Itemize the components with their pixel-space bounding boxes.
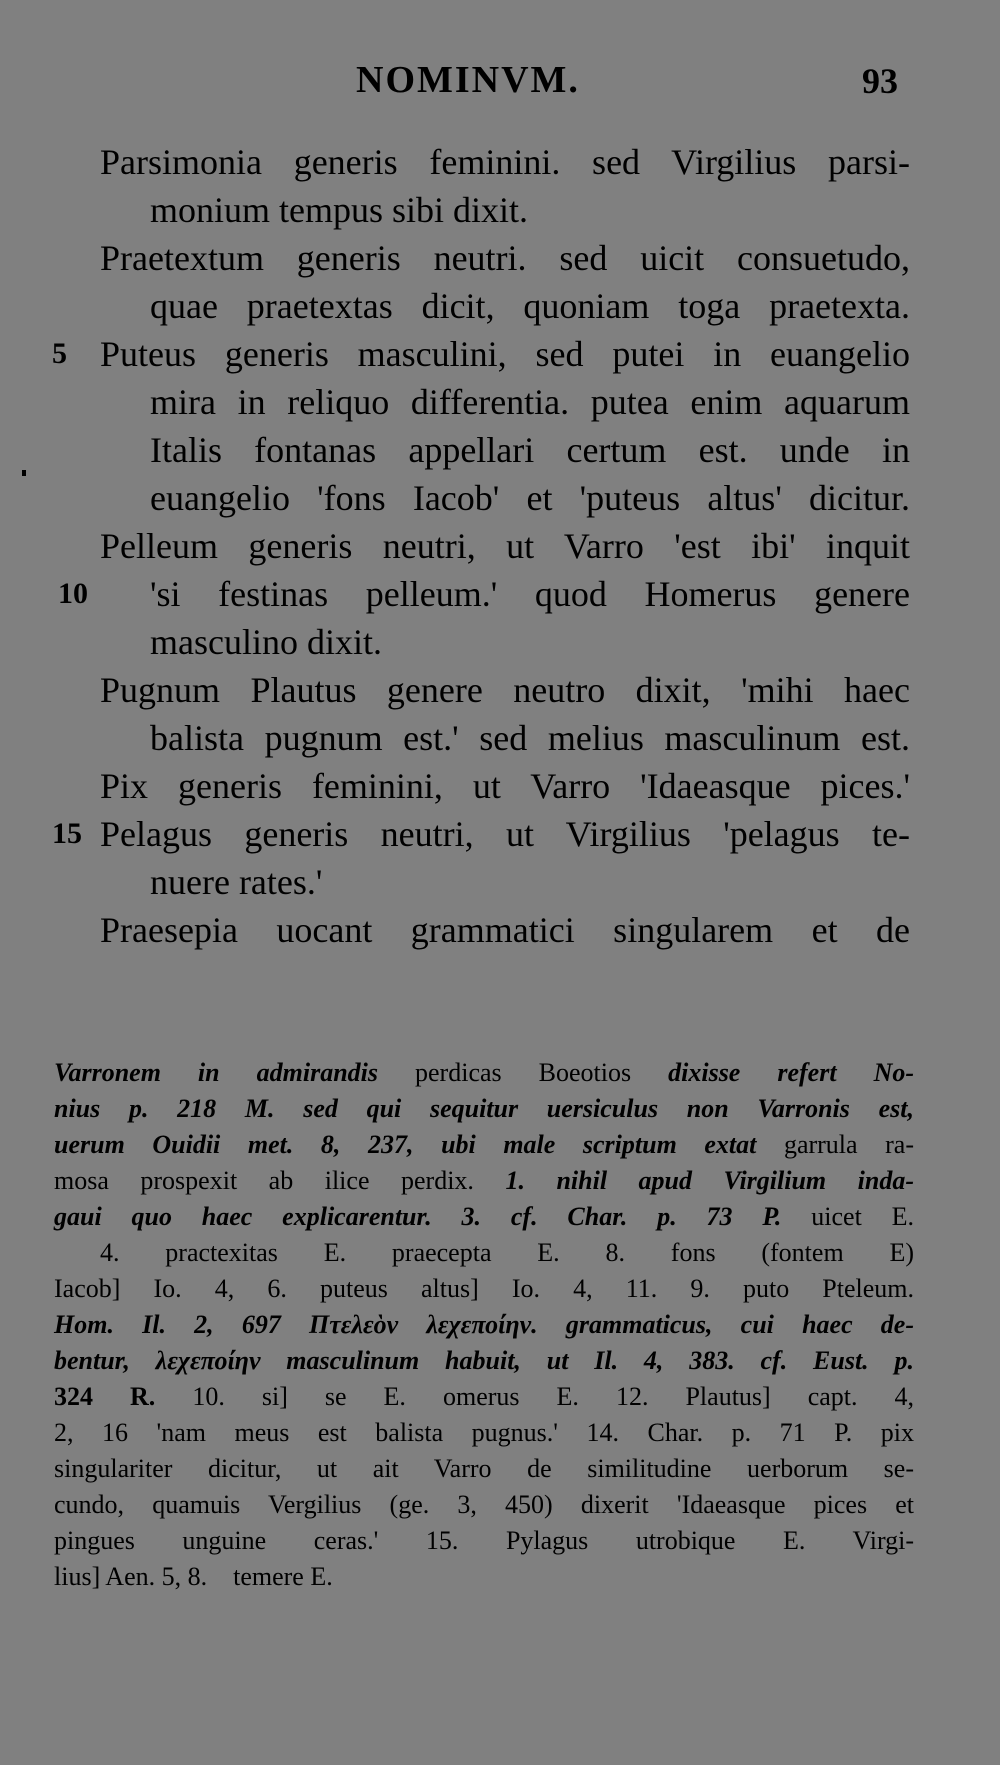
note-roman: praecepta E.: [391, 1238, 560, 1267]
note-roman: 2, 16 'nam meus est balista pugnus.': [54, 1418, 558, 1447]
note-roman: 10. si] se E.: [192, 1382, 406, 1411]
note-roman: lius] Aen. 5, 8.: [54, 1562, 208, 1591]
note-roman: 14. Char. p. 71 P. pix: [586, 1418, 914, 1447]
text-line: nuere rates.': [150, 862, 323, 902]
note-italic: grammaticus, cui haec de-: [565, 1310, 915, 1339]
note-roman: omerus E.: [442, 1382, 579, 1411]
text-line: euangelio 'fons Iacob' et 'puteus altus' dicitur.: [150, 478, 910, 518]
text-line: Italis fontanas appellari certum est. unde in: [150, 430, 910, 470]
note-roman: cundo, quamuis Vergilius (ge. 3, 450) dixerit 'Idaeasque pices et: [54, 1490, 914, 1519]
line-number: 10: [58, 577, 88, 610]
note-line: [54, 1091, 914, 1127]
note-roman: mosa prospexit ab ilice perdix.: [54, 1166, 474, 1195]
note-line: [54, 1487, 914, 1523]
note-roman: Iacob] Io. 4, 6.: [54, 1274, 287, 1303]
note-roman: Virgi-: [852, 1526, 915, 1555]
note-roman: 4. practexitas E.: [100, 1238, 347, 1267]
text-line: Pugnum Plautus genere neutro dixit, 'mihi haec: [100, 670, 910, 710]
line-text: 'si festinas pelleum.' quod Homerus genere: [150, 574, 910, 614]
note-italic: Hom. Il. 2, 697 Πτελεὸν λεχεποίην.: [54, 1310, 538, 1339]
note-line: [54, 1055, 914, 1091]
note-line: [54, 1451, 914, 1487]
note-line: [54, 1523, 914, 1559]
note-italic: Varronem in admirandis: [54, 1058, 378, 1087]
text-line: Pelleum generis neutri, ut Varro 'est ibi' inquit: [100, 526, 910, 566]
note-italic: bentur, λεχεποίην masculinum habuit, ut Il. 4, 383. cf. Eust. p.: [54, 1346, 914, 1375]
text-line: Parsimonia generis feminini. sed Virgilius parsi-: [100, 142, 910, 182]
note-roman: garrula ra-: [783, 1130, 915, 1159]
note-italic: nius p. 218 M. sed qui sequitur uersiculus non Varronis est,: [54, 1094, 914, 1123]
line-text: Pelagus generis neutri, ut Virgilius 'pelagus te-: [100, 814, 910, 854]
running-head: [0, 58, 1000, 108]
text-line: monium tempus sibi dixit.: [150, 190, 529, 230]
note-roman: uicet E.: [811, 1202, 915, 1231]
text-line: [52, 330, 910, 378]
note-line: [54, 1163, 914, 1199]
note-roman: 8. fons (fontem E): [605, 1238, 915, 1267]
note-roman: singulariter dicitur, ut ait Varro de similitudine uerborum se-: [54, 1454, 914, 1483]
note-line: [54, 1127, 914, 1163]
note-roman: 324 R.: [54, 1382, 156, 1411]
note-line: [54, 1415, 914, 1451]
note-roman: 9. puto Pteleum.: [690, 1274, 915, 1303]
text-line: [52, 810, 910, 858]
note-line: [54, 1559, 914, 1595]
line-number: 5: [52, 337, 67, 370]
note-line: [54, 1199, 914, 1235]
note-line: [100, 1235, 914, 1271]
margin-speck: [22, 470, 26, 476]
note-roman: 15. Pylagus utrobique E.: [425, 1526, 806, 1555]
note-italic: dixisse refert No-: [668, 1058, 915, 1087]
text-line: Praesepia uocant grammatici singularem et de: [100, 910, 910, 950]
note-line: [54, 1343, 914, 1379]
text-line: [58, 570, 910, 618]
text-line: quae praetextas dicit, quoniam toga praetexta.: [150, 286, 910, 326]
running-title: NOMINVM.: [356, 59, 580, 101]
text-line: mira in reliquo differentia. putea enim aquarum: [150, 382, 910, 422]
text-line: Praetextum generis neutri. sed uicit consuetudo,: [100, 238, 910, 278]
note-italic: 3. cf. Char. p. 73 P.: [461, 1202, 782, 1231]
line-number: 15: [52, 817, 82, 850]
note-italic: gaui quo haec explicarentur.: [54, 1202, 432, 1231]
note-italic: uerum Ouidii met. 8, 237, ubi male scriptum extat: [54, 1130, 757, 1159]
note-line: [54, 1307, 914, 1343]
page-number: 93: [862, 61, 898, 101]
note-roman: puteus altus] Io. 4, 11.: [319, 1274, 658, 1303]
note-roman: perdicas Boeotios: [415, 1058, 632, 1087]
note-roman: temere E.: [233, 1562, 333, 1591]
note-italic: 1. nihil apud Virgilium inda-: [505, 1166, 914, 1195]
note-roman: 12. Plautus] capt. 4,: [615, 1382, 915, 1411]
text-line: balista pugnum est.' sed melius masculinum est.: [150, 718, 910, 758]
text-line: Pix generis feminini, ut Varro 'Idaeasque pices.': [100, 766, 910, 806]
note-line: [54, 1271, 914, 1307]
note-line: [54, 1379, 914, 1415]
note-roman: pingues unguine ceras.': [54, 1526, 379, 1555]
text-line: masculino dixit.: [150, 622, 382, 662]
line-text: Puteus generis masculini, sed putei in euangelio: [100, 334, 910, 374]
